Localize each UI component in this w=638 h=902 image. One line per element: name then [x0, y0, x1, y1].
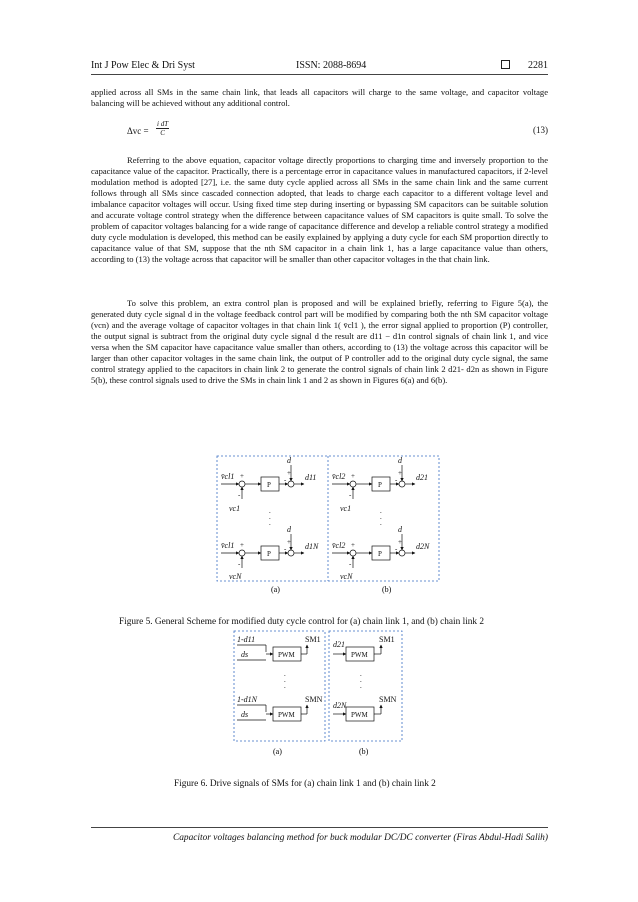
page-header — [91, 58, 548, 75]
fig5a-fb-bot: vcN — [229, 572, 242, 581]
svg-text:.: . — [269, 519, 271, 527]
svg-text:.: . — [269, 513, 271, 521]
svg-text:PWM: PWM — [351, 651, 368, 659]
svg-text:SMN: SMN — [305, 695, 323, 704]
fig5b-out-top: d21 — [416, 473, 428, 482]
svg-text:.: . — [380, 513, 382, 521]
fig6b-top — [333, 635, 395, 661]
svg-text:P: P — [267, 550, 271, 558]
svg-text:SM1: SM1 — [379, 635, 395, 644]
svg-text:PWM: PWM — [278, 651, 295, 659]
svg-text:.: . — [269, 507, 271, 515]
page-number-group — [501, 60, 548, 71]
svg-text:P: P — [378, 550, 382, 558]
svg-text:.: . — [360, 682, 362, 690]
svg-text:+: + — [240, 541, 244, 549]
svg-text:.: . — [360, 676, 362, 684]
fig6a-top — [237, 635, 321, 661]
svg-text:.: . — [284, 676, 286, 684]
fig5b-fb-top: vc1 — [340, 504, 352, 513]
svg-text:-: - — [395, 476, 398, 484]
figure-5 — [216, 455, 440, 595]
svg-text:.: . — [284, 670, 286, 678]
svg-text:ds: ds — [241, 710, 249, 719]
svg-text:ds: ds — [241, 650, 249, 659]
equation-numerator: i dT — [157, 120, 169, 128]
fig5a-top-loop — [221, 456, 316, 513]
fig5a-out-bot: d1N — [305, 542, 319, 551]
svg-text:+: + — [398, 538, 402, 546]
fig5a-fb-top: vc1 — [229, 504, 241, 513]
page-number: 2281 — [528, 60, 548, 71]
svg-text:.: . — [380, 519, 382, 527]
figure-5-border — [217, 456, 439, 581]
journal-name: Int J Pow Elec & Dri Syst — [91, 60, 195, 71]
svg-text:.: . — [380, 507, 382, 515]
svg-text:+: + — [240, 472, 244, 480]
fig5a-out-top: d11 — [305, 473, 317, 482]
paragraph-3: To solve this problem, an extra control plan is proposed and will be explained briefly, referring to Figure 5(a), the generated duty cycle signal d in the voltage feedback control part will be modified by comparing both the nth SM capacitor voltage (vcn) and the average voltage of capacitor voltages in that chain link 1( v̄cl1 ), the error signal applied to proportion (P) controller, the output signal is subtract from the original duty cycle signal d the result are d11 − d1n control signals of chain link 1, and vice versa when the SM capacitor have capacitance value smaller than others, according to (13) the voltage across this capacitor will be larger than other capacitor voltages in the same chain link, the output of P controller add to the original duty cycle signal, the same control strategy applied to the capacitors in chain link 2 to generate the control signals of chain link 2 d21- d2n as shown in Figure 5(b), these control signals used to drive the SMs in chain link 1 and 2 as shown in Figures 6(a) and 6(b). — [91, 298, 548, 385]
svg-text:d: d — [287, 525, 291, 534]
svg-text:+: + — [287, 469, 291, 477]
svg-text:SMN: SMN — [379, 695, 397, 704]
svg-text:+: + — [398, 469, 402, 477]
fig5b-out-bot: d2N — [416, 542, 430, 551]
fig5b-ref-top: v̄cl2 — [332, 472, 346, 481]
svg-text:SM1: SM1 — [305, 635, 321, 644]
svg-text:-: - — [238, 560, 241, 568]
fig5a-ref-bot: v̄cl1 — [221, 541, 235, 550]
svg-text:PWM: PWM — [351, 711, 368, 719]
equation-13 — [127, 120, 548, 144]
svg-text:d21: d21 — [333, 640, 345, 649]
svg-text:-: - — [238, 491, 241, 499]
figure-6 — [233, 630, 403, 758]
paragraph-2: Referring to the above equation, capacitor voltage directly proportions to charging time and inversely proportion to the capacitance value of the capacitor. Practically, there is a percentage error in capacitance values in manufactured capacitors, if 2-level modulation method is adopted [27], i.e. the same duty cycle applied across all SMs in the same chain link and the same current follows through all SMs since cascaded connection adopted, that leads to charge each capacitor to a different voltage level and imbalance capacitor voltages will occur. Using fixed time step during inserting or bypassing SM capacitors can be suitable solution and accurate voltage control strategy when the difference between capacitance values of SM capacitors is quite small. To solve the problem of capacitor voltages balancing for a wide range of capacitance difference and develop a reliable control strategy a modified duty cycle modulation is developed, this method can be easily explained by applying a duty cycle for each SM proportion directly to capacitance value of that SM, suppose that the nth SM capacitor in a chain link 1, has a large capacitance value than others, according to (13) the voltage across that capacitor will be smaller than other capacitor voltages in the that chain link. — [91, 155, 548, 264]
svg-text:PWM: PWM — [278, 711, 295, 719]
fig6-label-a: (a) — [273, 747, 282, 756]
fig6a-bottom — [237, 695, 323, 721]
fig5-label-b: (b) — [382, 585, 392, 594]
equation-denominator: C — [160, 129, 165, 137]
svg-text:d: d — [398, 456, 402, 465]
svg-text:+: + — [351, 472, 355, 480]
svg-text:P: P — [378, 481, 382, 489]
fig5a-ref-top: v̄cl1 — [221, 472, 235, 481]
figure-6-caption: Figure 6. Drive signals of SMs for (a) chain link 1 and (b) chain link 2 — [174, 779, 436, 789]
fig5a-bottom-loop — [221, 525, 319, 581]
svg-text:.: . — [284, 682, 286, 690]
fig5b-ref-bot: v̄cl2 — [332, 541, 346, 550]
issn: ISSN: 2088-8694 — [296, 60, 367, 71]
svg-text:.: . — [360, 670, 362, 678]
equation-number: (13) — [533, 125, 548, 135]
svg-text:d: d — [398, 525, 402, 534]
page-footer — [91, 827, 548, 843]
equation-lhs: Δvc = — [127, 126, 149, 136]
svg-text:-: - — [349, 491, 352, 499]
svg-text:d2N: d2N — [333, 701, 347, 710]
svg-text:+: + — [287, 538, 291, 546]
svg-text:+: + — [351, 541, 355, 549]
fig5b-top-loop — [332, 456, 428, 513]
svg-text:-: - — [349, 560, 352, 568]
svg-text:d: d — [287, 456, 291, 465]
svg-text:-: - — [395, 545, 398, 553]
svg-text:1-d11: 1-d11 — [237, 635, 256, 644]
fig6b-bottom — [333, 695, 397, 721]
fig5b-fb-bot: vcN — [340, 572, 353, 581]
fig5b-bottom-loop — [332, 525, 430, 581]
equation-fraction — [156, 120, 169, 137]
checkbox-icon — [501, 60, 510, 69]
svg-text:-: - — [284, 476, 287, 484]
fig5-label-a: (a) — [271, 585, 280, 594]
fig6-label-b: (b) — [359, 747, 369, 756]
footer-citation: Capacitor voltages balancing method for buck modular DC/DC converter (Firas Abdul-Hadi Salih) — [172, 833, 548, 843]
svg-text:P: P — [267, 481, 271, 489]
paragraph-1: applied across all SMs in the same chain link, that leads all capacitors will charge to the same voltage, and capacitor voltage balancing will be achieved without any additional control. — [91, 87, 548, 108]
figure-5-caption: Figure 5. General Scheme for modified duty cycle control for (a) chain link 1, and (b) chain link 2 — [119, 617, 485, 627]
svg-text:-: - — [284, 545, 287, 553]
svg-text:1-d1N: 1-d1N — [237, 695, 257, 704]
